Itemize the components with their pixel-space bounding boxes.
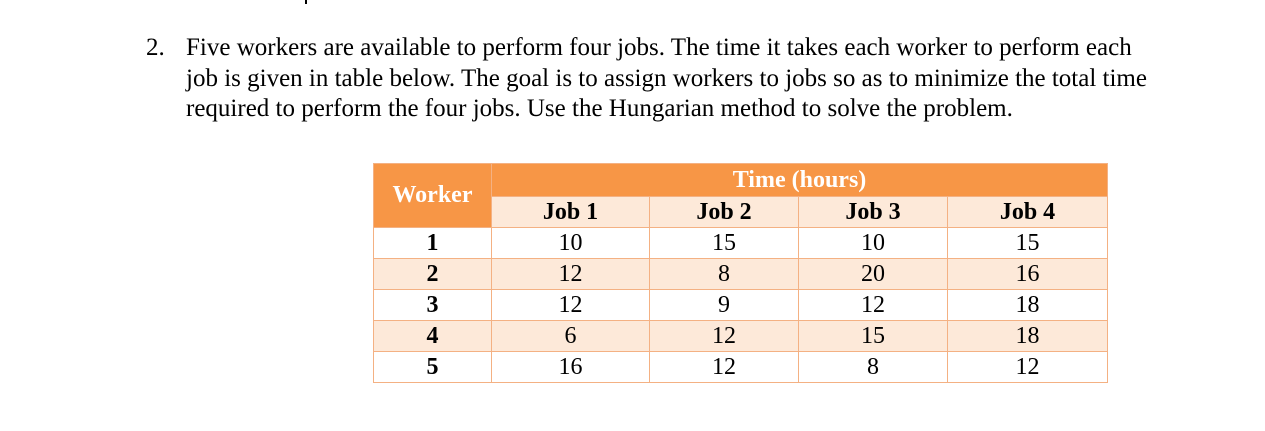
time-cell: 10 [492, 228, 650, 259]
time-cell: 15 [948, 228, 1108, 259]
time-header: Time (hours) [492, 164, 1108, 197]
time-cell: 12 [799, 290, 948, 321]
table-row [374, 228, 1108, 259]
question-line: Five workers are available to perform four jobs. The time it takes each worker to perform each [186, 34, 1132, 61]
job-header: Job 2 [650, 197, 799, 228]
table-row [374, 259, 1108, 290]
time-cell: 20 [799, 259, 948, 290]
worker-header: Worker [374, 164, 492, 228]
table-row [374, 321, 1108, 352]
table-row [374, 290, 1108, 321]
time-cell: 18 [948, 290, 1108, 321]
worker-id: 3 [374, 290, 492, 321]
time-cell: 10 [799, 228, 948, 259]
question-line: job is given in table below. The goal is to assign workers to jobs so as to minimize the total time [186, 64, 1147, 92]
job-header: Job 3 [799, 197, 948, 228]
time-cell: 16 [492, 352, 650, 383]
table-row [374, 352, 1108, 383]
question-line: required to perform the four jobs. Use the Hungarian method to solve the problem. [186, 95, 1013, 122]
time-cell: 8 [650, 259, 799, 290]
page-edge-mark [305, 0, 307, 4]
time-cell: 12 [492, 259, 650, 290]
time-cell: 6 [492, 321, 650, 352]
worker-id: 4 [374, 321, 492, 352]
worker-id: 5 [374, 352, 492, 383]
assignment-time-table [373, 163, 1108, 383]
job-header: Job 1 [492, 197, 650, 228]
worker-id: 1 [374, 228, 492, 259]
worker-id: 2 [374, 259, 492, 290]
time-cell: 12 [948, 352, 1108, 383]
time-cell: 12 [492, 290, 650, 321]
time-cell: 12 [650, 321, 799, 352]
time-cell: 12 [650, 352, 799, 383]
time-cell: 16 [948, 259, 1108, 290]
time-cell: 9 [650, 290, 799, 321]
time-cell: 15 [650, 228, 799, 259]
time-cell: 15 [799, 321, 948, 352]
job-header: Job 4 [948, 197, 1108, 228]
time-cell: 18 [948, 321, 1108, 352]
time-cell: 8 [799, 352, 948, 383]
question-number: 2. [146, 34, 165, 61]
question-text [186, 33, 1226, 125]
